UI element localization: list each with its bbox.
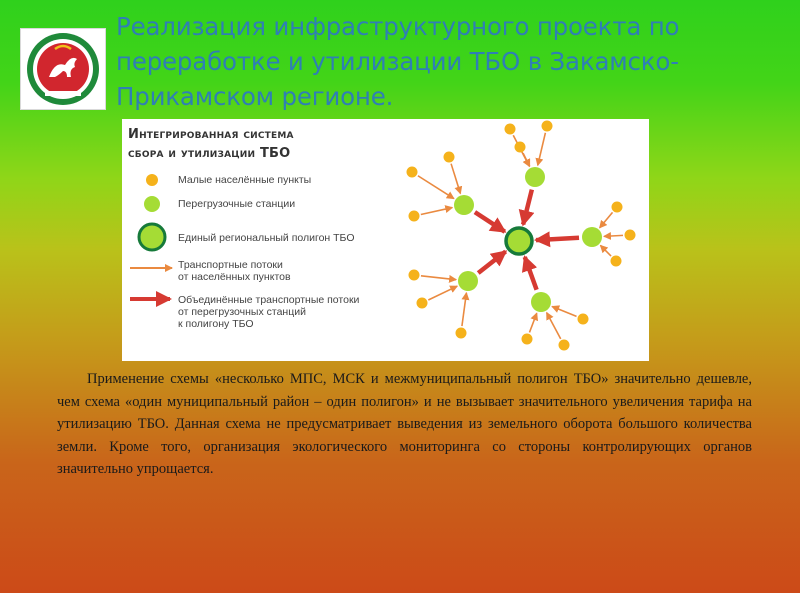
settlement-dot — [522, 334, 533, 345]
settlement-dot — [444, 152, 455, 163]
combined-flow-arrow — [475, 212, 505, 232]
settlement-flow-arrow — [418, 176, 454, 199]
regional-landfill-icon — [139, 224, 165, 250]
settlement-dot — [456, 328, 467, 339]
settlement-flow-arrow — [604, 235, 623, 236]
settlement-dot — [409, 211, 420, 222]
transfer-station-icon — [144, 196, 160, 212]
diagram-title-line1: Интегрированная система — [128, 127, 294, 142]
settlement-dot — [407, 167, 418, 178]
settlement-flow-arrow — [538, 133, 546, 166]
emblem — [20, 28, 106, 110]
small-settlement-dot-icon — [146, 174, 158, 186]
settlement-dot — [515, 142, 526, 153]
transfer-station-node — [525, 167, 545, 187]
settlement-dot — [612, 202, 623, 213]
settlement-flow-arrow — [428, 286, 457, 300]
combined-flow-arrow — [478, 251, 505, 272]
settlement-dot — [559, 340, 570, 351]
legend-label-stations: Перегрузочные станции — [178, 198, 296, 210]
tatarstan-emblem-icon — [25, 31, 101, 107]
combined-flow-arrow — [523, 190, 532, 225]
settlement-flow-arrow — [421, 276, 456, 280]
legend-label-thin-flows: Транспортные потоки от населённых пунктов — [178, 259, 291, 283]
transfer-station-node — [458, 271, 478, 291]
regional-landfill-node — [506, 228, 532, 254]
settlement-flow-arrow — [552, 307, 576, 317]
settlement-flow-arrow — [523, 153, 530, 166]
settlement-dot — [625, 230, 636, 241]
settlement-flow-arrow — [547, 313, 561, 339]
settlement-dot — [505, 124, 516, 135]
diagram-title-line2: сбора и утилизации ТБО — [128, 146, 291, 161]
settlement-flow-arrow — [451, 164, 460, 194]
settlement-flow-arrow — [421, 208, 452, 215]
diagram-title — [128, 125, 294, 163]
settlement-dot — [611, 256, 622, 267]
settlement-flow-arrow — [600, 245, 611, 256]
diagram-panel — [122, 119, 649, 361]
legend-label-thick-flows: Объединённые транспортные потоки от перегрузочных станций к полигону ТБО — [178, 294, 360, 330]
body-paragraph: Применение схемы «несколько МПС, МСК и межмуниципальный полигон ТБО» значительно дешевле, чем схема «один муниципальный район – один полигон» и не вызывает значительного увеличения тарифа на утилизацию ТБО. Данная схема не предусматривает выведения из земельного оборота большого количества земли. Кроме того, организация экологического мониторинга со стороны контролирующих органов значительно упрощается. — [57, 371, 752, 478]
legend-label-settlements: Малые населённые пункты — [178, 174, 312, 186]
settlement-flow-arrow — [600, 212, 613, 227]
legend-label-landfill: Единый региональный полигон ТБО — [178, 232, 355, 244]
slide-title: Реализация инфраструктурного проекта по переработке и утилизации ТБО в Закамско-Прикамском регионе. — [116, 12, 680, 111]
settlement-dot — [542, 121, 553, 132]
settlement-dot — [409, 270, 420, 281]
settlement-flow-arrow — [529, 313, 536, 332]
settlement-dot — [578, 314, 589, 325]
settlement-dot — [417, 298, 428, 309]
transfer-station-node — [454, 195, 474, 215]
settlement-flow-arrow — [462, 293, 466, 326]
transfer-station-node — [582, 227, 602, 247]
combined-flow-arrow — [536, 238, 579, 240]
transfer-station-node — [531, 292, 551, 312]
combined-flow-arrow — [525, 257, 537, 290]
